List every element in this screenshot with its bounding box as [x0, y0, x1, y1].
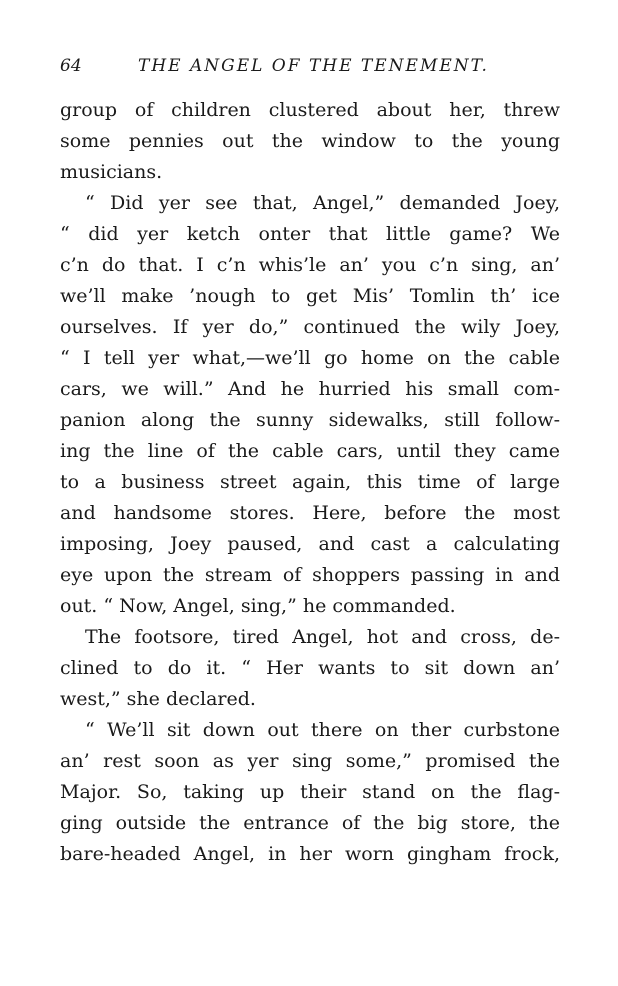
body-text — [60, 95, 560, 870]
text-line: to a business street again, this time of large — [60, 471, 560, 493]
text-line: and handsome stores. Here, before the most — [60, 502, 560, 524]
running-title: THE ANGEL OF THE TENEMENT. — [138, 56, 489, 76]
text-line: “ did yer ketch onter that little game? We — [60, 223, 560, 245]
text-line: musicians. — [60, 161, 163, 183]
text-line: west,” she declared. — [60, 688, 256, 710]
text-line: eye upon the stream of shoppers passing in and — [60, 564, 560, 586]
text-line: ourselves. If yer do,” continued the wily Joey, — [60, 316, 560, 338]
text-line: imposing, Joey paused, and cast a calculating — [60, 533, 560, 555]
text-line: The footsore, tired Angel, hot and cross, de- — [85, 626, 560, 648]
text-line: bare-headed Angel, in her worn gingham frock, — [60, 843, 560, 865]
text-line: panion along the sunny sidewalks, still follow- — [60, 409, 560, 431]
page-header — [60, 52, 560, 80]
text-line: group of children clustered about her, threw — [60, 99, 560, 121]
text-line: “ We’ll sit down out there on ther curbstone — [85, 719, 560, 741]
text-line: out. “ Now, Angel, sing,” he commanded. — [60, 595, 456, 617]
text-line: c’n do that. I c’n whis’le an’ you c’n sing, an’ — [60, 254, 560, 276]
text-line: some pennies out the window to the young — [60, 130, 560, 152]
page-number: 64 — [60, 56, 82, 76]
text-line: we’ll make ’nough to get Mis’ Tomlin th’ ice — [60, 285, 560, 307]
text-line: ging outside the entrance of the big store, the — [60, 812, 560, 834]
text-line: cars, we will.” And he hurried his small com- — [60, 378, 560, 400]
text-line: ing the line of the cable cars, until they came — [60, 440, 560, 462]
text-line: an’ rest soon as yer sing some,” promised the — [60, 750, 560, 772]
text-line: “ I tell yer what,—we’ll go home on the cable — [60, 347, 560, 369]
text-line: Major. So, taking up their stand on the flag- — [60, 781, 560, 803]
text-line: clined to do it. “ Her wants to sit down an’ — [60, 657, 560, 679]
text-line: “ Did yer see that, Angel,” demanded Joey, — [85, 192, 560, 214]
